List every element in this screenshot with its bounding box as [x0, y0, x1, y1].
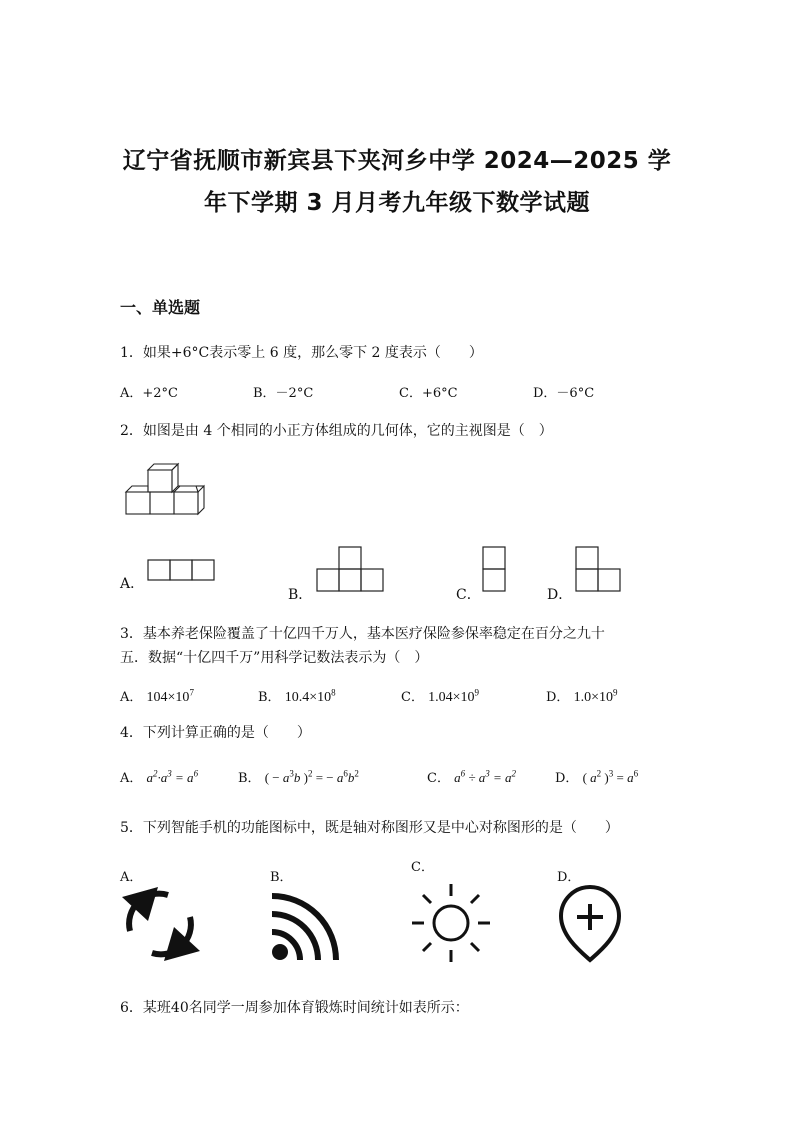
question-4-stem: 4．下列计算正确的是（ ）: [120, 725, 311, 741]
option-exponent: 9: [474, 687, 479, 698]
question-5-label-d: D．: [557, 870, 581, 885]
option-formula: $a^2\cdot a^3 = a^6$: [146, 768, 199, 785]
question-2-label-a: A．: [120, 576, 145, 592]
question-2-option-a-figure: [147, 559, 215, 581]
question-4-option-b: [238, 767, 359, 786]
paper-title-line-1: 辽宁省抚顺市新宾县下夹河乡中学 2024—2025 学: [122, 148, 672, 174]
question-4-option-c: [427, 767, 516, 786]
question-3-stem-line-2: 五．数据“十亿四千万”用科学记数法表示为（ ）: [120, 650, 429, 666]
option-formula: $a^6 \div a^3 = a^2$: [454, 768, 517, 785]
question-2-stem: 2．如图是由 4 个相同的小正方体组成的几何体，它的主视图是（ ）: [120, 423, 553, 439]
option-label: A．: [120, 771, 143, 786]
question-3-option-d: [546, 686, 617, 706]
option-base: 104×10: [146, 690, 190, 705]
question-3-stem-line-1: 3．基本养老保险覆盖了十亿四千万人，基本医疗保险参保率稳定在百分之九十: [120, 626, 605, 642]
question-1-option-d: D．－6°C: [533, 386, 595, 401]
question-1-option-a: A．+2°C: [120, 386, 178, 401]
question-5-label-c: C．: [411, 860, 434, 875]
option-label: B．: [258, 690, 281, 705]
question-3-option-b: [258, 686, 336, 706]
question-2-option-b-figure: [316, 546, 384, 592]
option-base: 1.04×10: [428, 690, 475, 705]
option-label: D．: [546, 690, 570, 705]
option-formula: ( − $a^3b$ )$^2$ = − $a^6b^2$: [264, 768, 359, 785]
wifi-signal-icon: [268, 884, 350, 964]
question-1-option-b: B．－2°C: [253, 386, 314, 401]
option-exponent: 9: [612, 687, 618, 698]
question-6-stem: 6．某班40名同学一周参加体育锻炼时间统计如表所示：: [120, 1000, 469, 1016]
question-4-option-d: [555, 767, 638, 786]
cube-solid-figure: [124, 462, 204, 518]
option-label: C．: [401, 690, 424, 705]
option-base: 1.0×10: [573, 690, 613, 705]
option-label: C．: [427, 771, 450, 786]
question-5-label-a: A．: [120, 870, 143, 885]
option-label: B．: [238, 771, 261, 786]
section-heading: 一、单选题: [120, 298, 201, 317]
question-3-option-a: [120, 686, 194, 706]
question-2-label-c: C．: [456, 587, 481, 603]
sun-icon: [410, 882, 492, 964]
question-2-option-c-figure: [482, 546, 506, 592]
refresh-icon: [118, 885, 204, 963]
question-5-label-b: B．: [270, 870, 293, 885]
option-base: 10.4×10: [284, 690, 332, 705]
location-add-icon: [557, 884, 623, 964]
option-exponent: 8: [331, 687, 336, 698]
option-formula: ( $a^2$ )$^3 = a^6$: [582, 768, 639, 785]
question-2-option-d-figure: [575, 546, 621, 592]
question-2-label-d: D．: [547, 587, 573, 603]
option-label: D．: [555, 771, 579, 786]
paper-title-line-2: 年下学期 3 月月考九年级下数学试题: [203, 190, 591, 216]
question-5-stem: 5．下列智能手机的功能图标中，既是轴对称图形又是中心对称图形的是（ ）: [120, 820, 619, 836]
question-4-option-a: [120, 767, 198, 786]
question-2-label-b: B．: [288, 587, 313, 603]
question-3-option-c: [401, 686, 479, 706]
option-label: A．: [120, 690, 143, 705]
question-1-stem: 1．如果+6°C表示零上 6 度，那么零下 2 度表示（ ）: [120, 345, 483, 361]
question-1-option-c: C．+6°C: [399, 386, 458, 401]
option-exponent: 7: [189, 687, 194, 698]
